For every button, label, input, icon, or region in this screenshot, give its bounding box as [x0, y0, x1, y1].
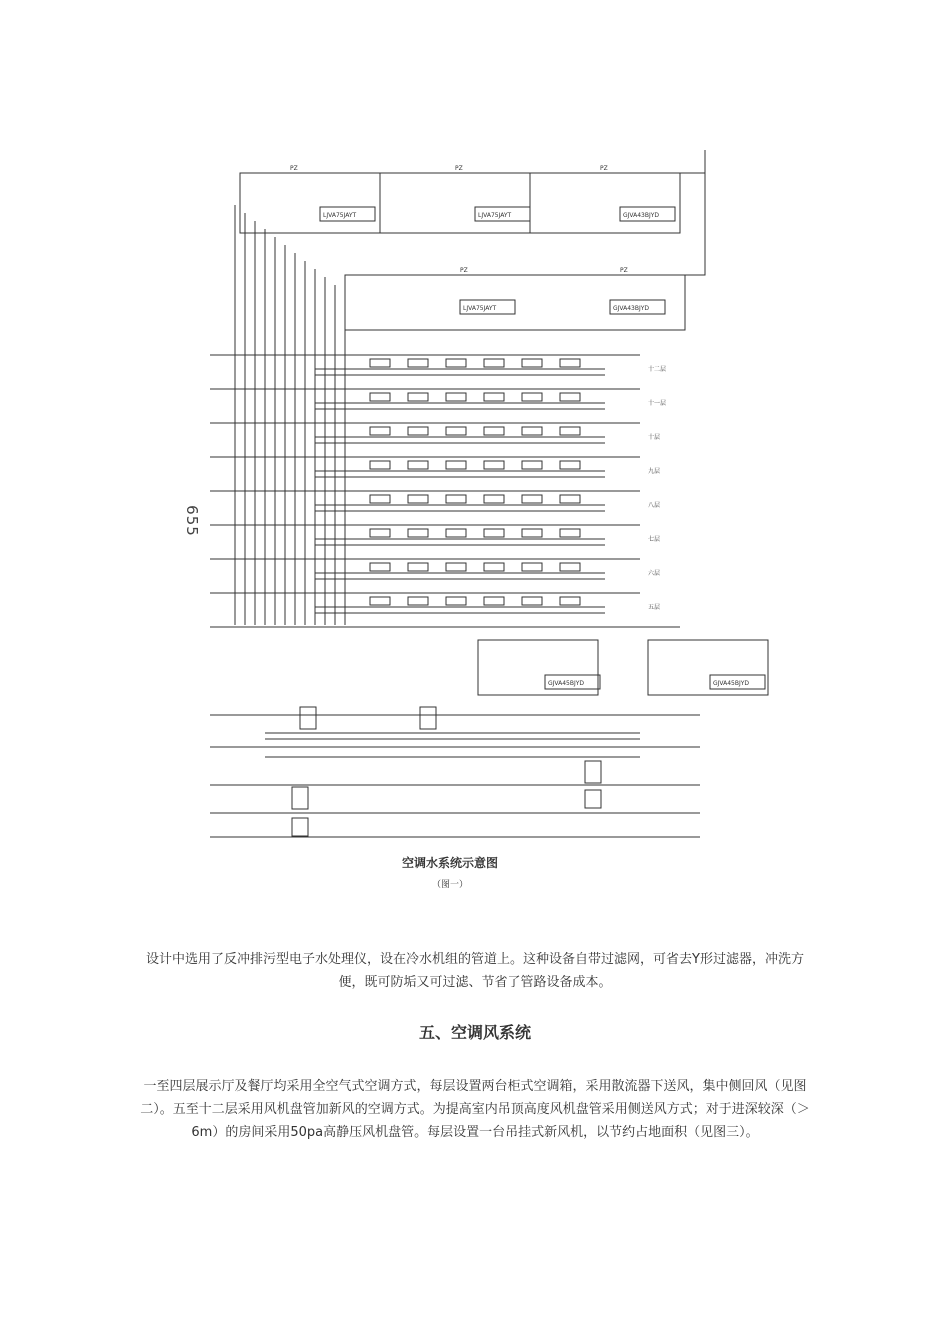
fan-coil-unit	[446, 529, 466, 537]
unit-label: LJVA75JAYT	[463, 305, 497, 312]
unit-label: GJVA43BJYD	[623, 212, 660, 219]
fan-coil-unit	[522, 461, 542, 469]
fan-coil-unit	[522, 427, 542, 435]
pipe-tag-label: PZ	[600, 165, 608, 172]
fan-coil-unit	[560, 461, 580, 469]
fan-coil-unit	[408, 359, 428, 367]
fan-coil-unit	[522, 359, 542, 367]
fan-coil-unit	[484, 529, 504, 537]
paragraph-water-treatment: 设计中选用了反冲排污型电子水处理仪，设在冷水机组的管道上。这种设备自带过滤网，可省去Y形过滤器，冲洗方便，既可防垢又可过滤、节省了管路设备成本。	[146, 952, 804, 990]
fan-coil-unit	[522, 529, 542, 537]
floor-label: 八层	[648, 502, 661, 509]
fan-coil-unit	[370, 393, 390, 401]
fan-coil-unit	[522, 495, 542, 503]
unit-label: GJVA43BJYD	[613, 305, 650, 312]
fan-coil-unit	[370, 563, 390, 571]
pipe-tag-label: PZ	[620, 267, 628, 274]
fan-coil-unit	[446, 563, 466, 571]
fan-coil-unit	[408, 495, 428, 503]
floor-label: 六层	[648, 570, 661, 577]
fan-coil-unit	[560, 597, 580, 605]
fan-coil-unit	[370, 461, 390, 469]
pipe-tag-label: PZ	[290, 165, 298, 172]
diagram-caption-title: 空调水系统示意图	[401, 856, 499, 870]
fan-coil-unit	[370, 427, 390, 435]
fan-coil-unit	[370, 529, 390, 537]
air-conditioning-water-system-diagram	[180, 135, 800, 895]
paragraph-air-system: 一至四层展示厅及餐厅均采用全空气式空调方式，每层设置两台柜式空调箱，采用散流器下送风，集中侧回风（见图二）。五至十二层采用风机盘管加新风的空调方式。为提高室内吊顶高度风机盘管采用侧送风方式；对于进深较深（＞6m）的房间采用50pa高静压风机盘管。每层设置一台吊挂式新风机，以节约占地面积（见图三）。	[140, 1079, 810, 1140]
floor-label: 十一层	[648, 400, 667, 407]
pipe-tag-label: PZ	[460, 267, 468, 274]
fan-coil-unit	[484, 393, 504, 401]
unit-label: GJVA45BJYD	[713, 680, 750, 687]
fan-coil-unit	[560, 359, 580, 367]
fan-coil-unit	[522, 597, 542, 605]
fan-coil-unit	[484, 359, 504, 367]
fan-coil-unit	[408, 563, 428, 571]
fan-coil-unit	[408, 529, 428, 537]
fan-coil-unit	[408, 461, 428, 469]
diagram-caption-sub: （图一）	[431, 880, 469, 890]
fan-coil-unit	[522, 393, 542, 401]
page-side-number: 655	[182, 505, 201, 537]
fan-coil-unit	[560, 427, 580, 435]
fan-coil-unit	[446, 427, 466, 435]
fan-coil-unit	[484, 495, 504, 503]
floor-label: 十二层	[648, 366, 667, 373]
fan-coil-unit	[408, 597, 428, 605]
floor-label: 九层	[648, 468, 661, 475]
fan-coil-unit	[446, 359, 466, 367]
fan-coil-unit	[484, 597, 504, 605]
unit-label: LJVA75JAYT	[478, 212, 512, 219]
floor-label: 七层	[648, 536, 661, 543]
fan-coil-unit	[484, 563, 504, 571]
fan-coil-unit	[560, 495, 580, 503]
unit-label: LJVA75JAYT	[323, 212, 357, 219]
fan-coil-unit	[446, 495, 466, 503]
pipe-tag-label: PZ	[455, 165, 463, 172]
fan-coil-unit	[560, 529, 580, 537]
floor-label: 十层	[648, 434, 661, 441]
fan-coil-unit	[370, 359, 390, 367]
fan-coil-unit	[408, 427, 428, 435]
fan-coil-unit	[560, 563, 580, 571]
fan-coil-unit	[484, 427, 504, 435]
fan-coil-unit	[370, 597, 390, 605]
floor-label: 五层	[648, 604, 661, 611]
fan-coil-unit	[560, 393, 580, 401]
section-heading: 五、空调风系统	[418, 1023, 531, 1042]
fan-coil-unit	[446, 461, 466, 469]
fan-coil-unit	[446, 597, 466, 605]
fan-coil-unit	[484, 461, 504, 469]
fan-coil-unit	[446, 393, 466, 401]
fan-coil-unit	[522, 563, 542, 571]
fan-coil-unit	[408, 393, 428, 401]
unit-label: GJVA45BJYD	[548, 680, 585, 687]
fan-coil-unit	[370, 495, 390, 503]
